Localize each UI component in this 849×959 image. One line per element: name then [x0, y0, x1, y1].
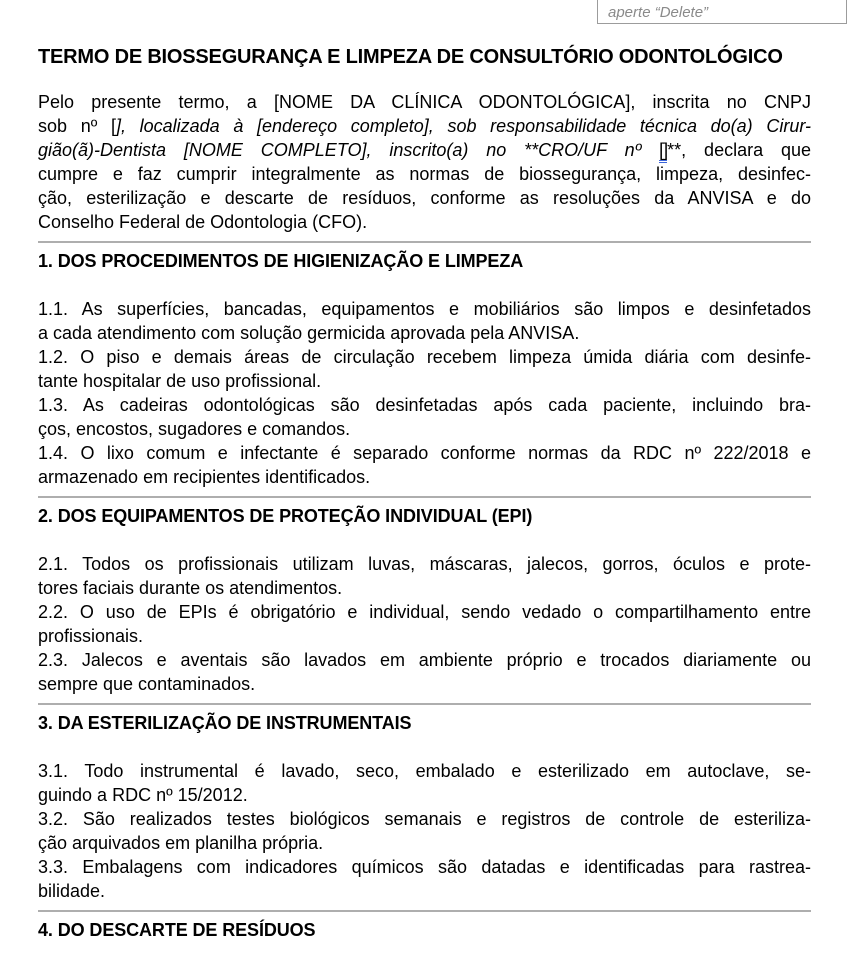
clause-line: 3.2. São realizados testes biológicos semanais e registros de controle de esteriliza-	[38, 809, 811, 829]
clause-line: tante hospitalar de uso profissional.	[38, 371, 322, 391]
section-heading: 4. DO DESCARTE DE RESÍDUOS	[38, 920, 316, 940]
intro-line	[38, 138, 811, 162]
clause-line: guindo a RDC nº 15/2012.	[38, 785, 248, 805]
document-title: TERMO DE BIOSSEGURANÇA E LIMPEZA DE CONSULTÓRIO ODONTOLÓGICO	[38, 46, 783, 68]
section-items	[38, 759, 811, 903]
cro-number-placeholder-field[interactable]: []	[659, 140, 667, 163]
intro-paragraph	[38, 90, 811, 234]
italic-placeholder-text: ], localizada à [endereço completo], sob responsabilidade técnica do(a) Cirur-	[115, 116, 811, 136]
clause-line: armazenado em recipientes identificados.	[38, 467, 371, 487]
clause-line: 2.1. Todos os profissionais utilizam luvas, máscaras, jalecos, gorros, óculos e prote-	[38, 554, 811, 574]
clause-line: 1.4. O lixo comum e infectante é separado conforme normas da RDC nº 222/2018 e	[38, 443, 811, 463]
clause-line: ção arquivados em planilha própria.	[38, 833, 324, 853]
section-divider	[38, 496, 811, 498]
intro-line	[38, 162, 811, 186]
intro-line	[38, 114, 811, 138]
clause-line: 3.3. Embalagens com indicadores químicos são datadas e identificadas para rastrea-	[38, 857, 811, 877]
body-text: ção, esterilização e descarte de resíduos, conforme as resoluções da ANVISA e do	[38, 188, 811, 208]
clause-line: sempre que contaminados.	[38, 674, 256, 694]
body-text: **, declara que	[667, 140, 811, 160]
clause-line: 1.3. As cadeiras odontológicas são desinfetadas após cada paciente, incluindo bra-	[38, 395, 811, 415]
intro-line	[38, 186, 811, 210]
clause-line: tores faciais durante os atendimentos.	[38, 578, 343, 598]
clause-line: profissionais.	[38, 626, 144, 646]
body-text: sob nº [	[38, 116, 116, 136]
intro-line	[38, 210, 811, 234]
clause-line: 1.1. As superfícies, bancadas, equipamentos e mobiliários são limpos e desinfetados	[38, 299, 811, 319]
clause-line: bilidade.	[38, 881, 106, 901]
clause-line: 3.1. Todo instrumental é lavado, seco, embalado e esterilizado em autoclave, se-	[38, 761, 811, 781]
clause-line: 2.3. Jalecos e aventais são lavados em ambiente próprio e trocados diariamente ou	[38, 650, 811, 670]
sections	[38, 241, 811, 942]
section-divider	[38, 910, 811, 912]
clause-line: 1.2. O piso e demais áreas de circulação recebem limpeza úmida diária com desinfe-	[38, 347, 811, 367]
intro-line	[38, 90, 811, 114]
section-heading: 1. DOS PROCEDIMENTOS DE HIGIENIZAÇÃO E LIMPEZA	[38, 251, 524, 271]
body-text: Pelo presente termo, a [NOME DA CLÍNICA ODONTOLÓGICA], inscrita no CNPJ	[38, 92, 811, 112]
body-text: cumpre e faz cumprir integralmente as normas de biossegurança, limpeza, desinfec-	[38, 164, 811, 184]
document-page	[38, 0, 811, 942]
section-heading: 2. DOS EQUIPAMENTOS DE PROTEÇÃO INDIVIDUAL (EPI)	[38, 506, 533, 526]
section-divider	[38, 241, 811, 243]
clause-line: a cada atendimento com solução germicida aprovada pela ANVISA.	[38, 323, 580, 343]
italic-placeholder-text: gião(ã)-Dentista [NOME COMPLETO], inscrito(a) no **CRO/UF nº	[38, 140, 660, 160]
section-items	[38, 297, 811, 489]
section-items	[38, 552, 811, 696]
body-text: Conselho Federal de Odontologia (CFO).	[38, 212, 368, 232]
section-divider	[38, 703, 811, 705]
section-heading: 3. DA ESTERILIZAÇÃO DE INSTRUMENTAIS	[38, 713, 412, 733]
clause-line: ços, encostos, sugadores e comandos.	[38, 419, 351, 439]
comment-note-text: aperte “Delete”	[608, 4, 709, 21]
clause-line: 2.2. O uso de EPIs é obrigatório e individual, sendo vedado o compartilhamento entre	[38, 602, 811, 622]
